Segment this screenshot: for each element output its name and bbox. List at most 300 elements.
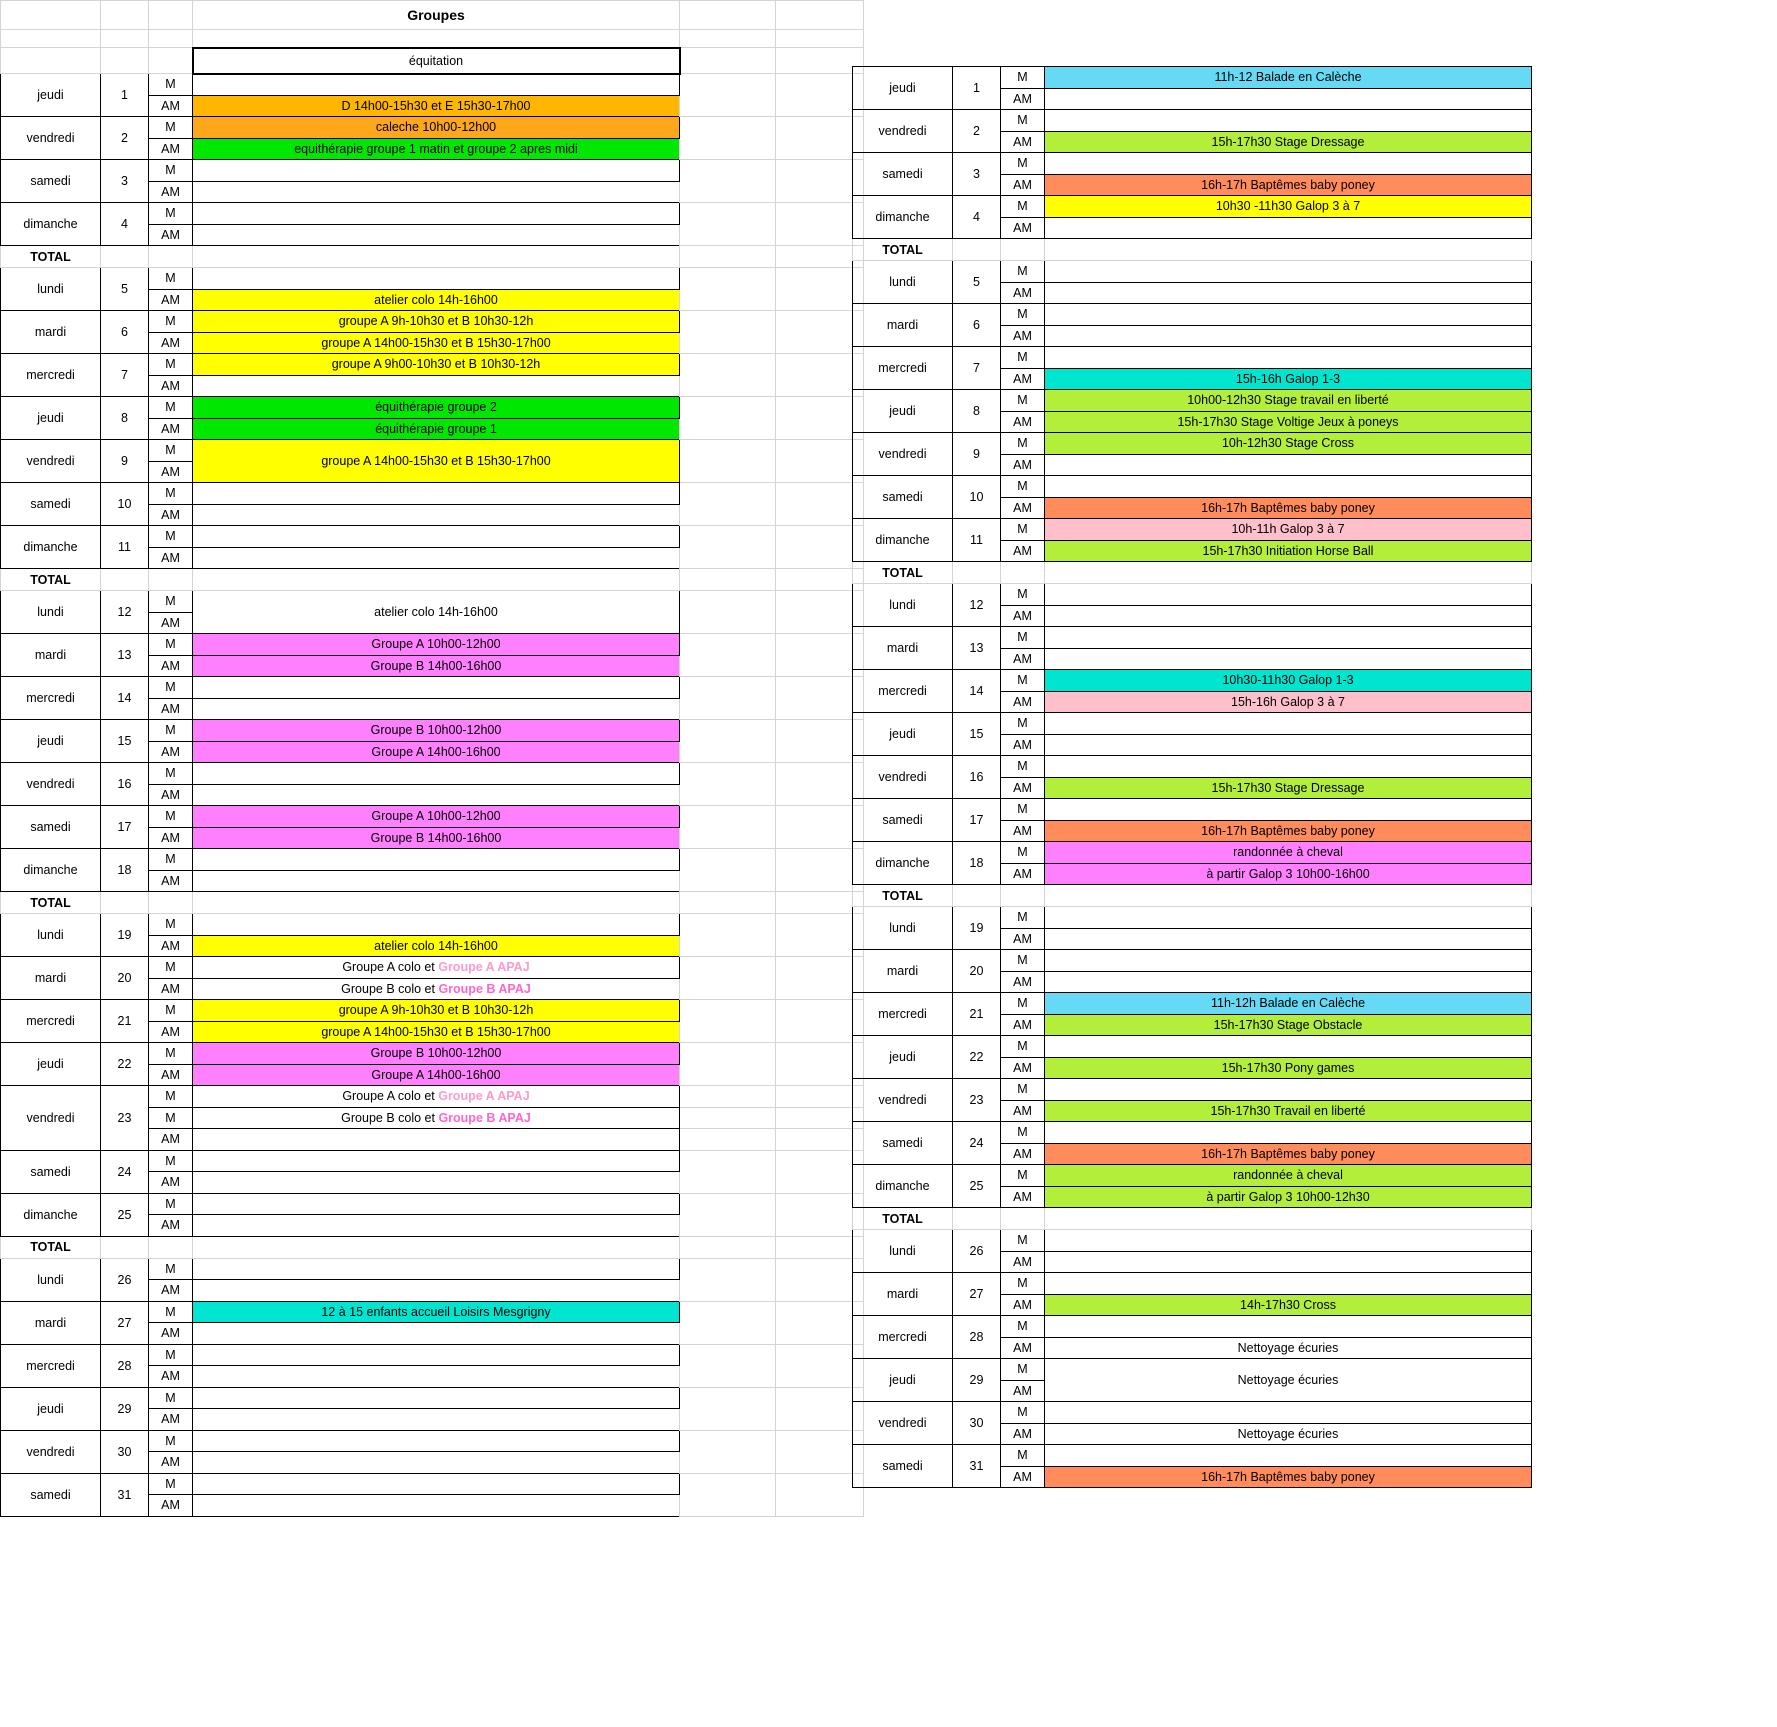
period-label-m: M xyxy=(1001,347,1045,369)
activity-cell-am[interactable]: équithérapie groupe 1 xyxy=(193,418,680,440)
activity-cell-am[interactable] xyxy=(193,504,680,526)
activity-cell-am[interactable]: à partir Galop 3 10h00-16h00 xyxy=(1045,863,1532,885)
activity-cell-am[interactable]: 15h-16h Galop 3 à 7 xyxy=(1045,691,1532,713)
day-subrow-m xyxy=(1,806,864,828)
pad-cell xyxy=(776,311,864,354)
day-subrow-m xyxy=(853,907,1532,929)
day-name-cell: vendredi xyxy=(1,1430,101,1473)
period-label-m: M xyxy=(149,1150,193,1172)
pad-cell xyxy=(776,914,864,957)
activity-cell-am[interactable] xyxy=(193,547,680,569)
day-name-cell: dimanche xyxy=(1,1193,101,1236)
day-subrow-m xyxy=(1,720,864,742)
activity-cell-am[interactable]: atelier colo 14h-16h00 xyxy=(193,289,680,311)
activity-cell-m[interactable] xyxy=(1045,799,1532,821)
day-name-cell: vendredi xyxy=(853,1079,953,1122)
activity-cell[interactable] xyxy=(193,1129,680,1151)
pad-cell xyxy=(776,1236,864,1258)
day-name-cell: jeudi xyxy=(1,720,101,763)
day-subrow-m xyxy=(1,203,864,225)
activity-cell-am[interactable]: 15h-17h30 Travail en liberté xyxy=(1045,1100,1532,1122)
pad-cell xyxy=(680,203,776,246)
total-empty xyxy=(1001,1208,1045,1230)
period-label-am: AM xyxy=(1001,1186,1045,1208)
day-name-cell: mercredi xyxy=(1,1344,101,1387)
activity-cell-m[interactable] xyxy=(1045,347,1532,369)
period-label-m: M xyxy=(1001,1445,1045,1467)
period-label-m: M xyxy=(1001,627,1045,649)
activity-cell-am[interactable]: 15h-17h30 Stage Voltige Jeux à poneys xyxy=(1045,411,1532,433)
activity-cell-m[interactable] xyxy=(193,677,680,699)
pad-cell xyxy=(680,268,776,311)
activity-cell-am[interactable] xyxy=(193,181,680,203)
period-label-m: M xyxy=(1001,1079,1045,1101)
period-label-m: M xyxy=(1001,67,1045,89)
day-subrow-m xyxy=(853,433,1532,455)
activity-cell-am[interactable] xyxy=(1045,648,1532,670)
pad-cell xyxy=(680,1043,776,1086)
activity-cell[interactable]: atelier colo 14h-16h00 xyxy=(193,591,680,634)
activity-cell-am[interactable]: D 14h00-15h30 et E 15h30-17h00 xyxy=(193,95,680,117)
day-number-cell: 9 xyxy=(953,433,1001,476)
day-subrow-m xyxy=(1,74,864,96)
activity-cell-m[interactable]: 12 à 15 enfants accueil Loisirs Mesgrigny xyxy=(193,1301,680,1323)
period-label-am: AM xyxy=(149,461,193,483)
period-label-m: M xyxy=(1001,713,1045,735)
period-label-m: M xyxy=(1001,390,1045,412)
pad-cell xyxy=(776,634,864,677)
activity-cell-m[interactable] xyxy=(1045,950,1532,972)
activity-cell-am[interactable] xyxy=(193,1452,680,1474)
activity-cell-m[interactable] xyxy=(1045,476,1532,498)
day-subrow-m xyxy=(853,713,1532,735)
day-name-cell: mardi xyxy=(853,950,953,993)
empty-cell xyxy=(1,48,101,74)
activity-cell-m[interactable] xyxy=(1045,756,1532,778)
day-number-cell: 1 xyxy=(953,67,1001,110)
activity-cell-m[interactable] xyxy=(193,1193,680,1215)
pad-cell xyxy=(680,1107,776,1129)
activity-cell[interactable]: Nettoyage écuries xyxy=(1045,1359,1532,1402)
period-label-m: M xyxy=(149,1301,193,1323)
activity-cell-m[interactable]: randonnée à cheval xyxy=(1045,842,1532,864)
period-label-m: M xyxy=(149,1000,193,1022)
activity-cell-m[interactable] xyxy=(193,1258,680,1280)
activity-cell-m[interactable] xyxy=(193,74,680,96)
activity-cell-m[interactable] xyxy=(1045,1122,1532,1144)
day-number-cell: 11 xyxy=(101,526,149,569)
period-label-am: AM xyxy=(149,547,193,569)
activity-cell-m[interactable]: groupe A 9h-10h30 et B 10h30-12h xyxy=(193,311,680,333)
period-label-am: AM xyxy=(149,784,193,806)
activity-cell-am[interactable]: Nettoyage écuries xyxy=(1045,1337,1532,1359)
total-row xyxy=(853,885,1532,907)
activity-cell-am[interactable] xyxy=(193,870,680,892)
period-label-m: M xyxy=(1001,907,1045,929)
activity-cell-am[interactable] xyxy=(193,375,680,397)
text-run: Groupe B colo et xyxy=(341,1110,439,1125)
pad-cell xyxy=(680,440,776,483)
activity-cell-m[interactable] xyxy=(1045,907,1532,929)
empty-cell xyxy=(776,30,864,48)
day-number-cell: 30 xyxy=(953,1402,1001,1445)
activity-cell-am[interactable] xyxy=(193,1323,680,1345)
period-label-m: M xyxy=(1001,842,1045,864)
activity-cell-am[interactable]: Groupe B 14h00-16h00 xyxy=(193,655,680,677)
day-number-cell: 14 xyxy=(101,677,149,720)
activity-cell-m[interactable] xyxy=(193,1430,680,1452)
activity-cell-m[interactable] xyxy=(1045,584,1532,606)
day-name-cell: dimanche xyxy=(853,1165,953,1208)
period-label-am: AM xyxy=(1001,1057,1045,1079)
period-label-am: AM xyxy=(1001,174,1045,196)
activity-cell-m[interactable] xyxy=(1045,1445,1532,1467)
activity-cell-m[interactable] xyxy=(193,957,680,979)
total-main xyxy=(1045,239,1532,261)
period-label-m: M xyxy=(149,397,193,419)
activity-cell-m[interactable] xyxy=(1045,1230,1532,1252)
activity-cell-am[interactable] xyxy=(1045,605,1532,627)
activity-cell-am[interactable]: groupe A 14h00-15h30 et B 15h30-17h00 xyxy=(193,332,680,354)
period-label-m: M xyxy=(149,440,193,462)
day-name-cell: jeudi xyxy=(853,1036,953,1079)
day-subrow-m xyxy=(1,1344,864,1366)
day-number-cell: 25 xyxy=(101,1193,149,1236)
day-number-cell: 31 xyxy=(101,1473,149,1516)
day-name-cell: jeudi xyxy=(853,1359,953,1402)
activity-cell-m[interactable]: 10h30-11h30 Galop 1-3 xyxy=(1045,670,1532,692)
activity-cell-m[interactable] xyxy=(193,160,680,182)
activity-cell[interactable] xyxy=(193,1086,680,1108)
total-value[interactable] xyxy=(953,562,1001,584)
total-label: TOTAL xyxy=(1,246,101,268)
day-name-cell: mercredi xyxy=(1,677,101,720)
activity-cell-m[interactable] xyxy=(193,268,680,290)
period-label-m: M xyxy=(149,1387,193,1409)
activity-cell-am[interactable] xyxy=(193,978,680,1000)
activity-cell-am[interactable]: Nettoyage écuries xyxy=(1045,1423,1532,1445)
activity-cell-m[interactable] xyxy=(1045,627,1532,649)
activity-cell-m[interactable]: 10h-11h Galop 3 à 7 xyxy=(1045,519,1532,541)
activity-cell-m[interactable] xyxy=(1045,1316,1532,1338)
activity-cell-m[interactable] xyxy=(193,763,680,785)
activity-cell-m[interactable]: 10h00-12h30 Stage travail en liberté xyxy=(1045,390,1532,412)
activity-cell-m[interactable] xyxy=(193,483,680,505)
activity-cell-am[interactable]: 14h-17h30 Cross xyxy=(1045,1294,1532,1316)
activity-cell-am[interactable] xyxy=(193,1280,680,1302)
activity-cell-am[interactable] xyxy=(193,1409,680,1431)
total-main xyxy=(193,892,680,914)
activity-cell-m[interactable] xyxy=(193,914,680,936)
activity-cell-m[interactable] xyxy=(193,1473,680,1495)
period-label-am: AM xyxy=(149,827,193,849)
pad-cell xyxy=(776,763,864,806)
day-number-cell: 2 xyxy=(101,117,149,160)
pad-cell xyxy=(680,720,776,763)
day-subrow-m xyxy=(1,849,864,871)
period-label-m: M xyxy=(149,720,193,742)
pad-cell xyxy=(776,720,864,763)
period-label-am: AM xyxy=(149,698,193,720)
day-subrow xyxy=(1,1086,864,1108)
total-value[interactable] xyxy=(101,246,149,268)
pad-cell xyxy=(680,957,776,1000)
activity-cell-m[interactable] xyxy=(193,1344,680,1366)
pad-cell xyxy=(776,117,864,160)
day-number-cell: 3 xyxy=(101,160,149,203)
total-label: TOTAL xyxy=(853,239,953,261)
day-name-cell: mercredi xyxy=(853,1316,953,1359)
day-subrow-m xyxy=(853,1230,1532,1252)
activity-cell-am[interactable]: 16h-17h Baptêmes baby poney xyxy=(1045,820,1532,842)
activity-cell-m[interactable]: groupe A 9h-10h30 et B 10h30-12h xyxy=(193,1000,680,1022)
activity-cell-am[interactable]: groupe A 14h00-15h30 et B 15h30-17h00 xyxy=(193,1021,680,1043)
total-label: TOTAL xyxy=(1,892,101,914)
total-value[interactable] xyxy=(953,1208,1001,1230)
day-name-cell: jeudi xyxy=(1,74,101,117)
period-label-am: AM xyxy=(1001,454,1045,476)
activity-cell-am[interactable] xyxy=(1045,971,1532,993)
pad-cell xyxy=(776,806,864,849)
period-label-am: AM xyxy=(1001,131,1045,153)
period-label-m: M xyxy=(1001,1036,1045,1058)
activity-cell-am[interactable]: à partir Galop 3 10h00-12h30 xyxy=(1045,1186,1532,1208)
period-label-m: M xyxy=(1001,756,1045,778)
period-label-am: AM xyxy=(1001,540,1045,562)
activity-cell-m[interactable]: 10h-12h30 Stage Cross xyxy=(1045,433,1532,455)
day-number-cell: 10 xyxy=(953,476,1001,519)
period-label-am: AM xyxy=(149,418,193,440)
day-name-cell: mercredi xyxy=(1,1000,101,1043)
activity-cell-m[interactable]: randonnée à cheval xyxy=(1045,1165,1532,1187)
day-name-cell: vendredi xyxy=(1,1086,101,1151)
total-value[interactable] xyxy=(953,239,1001,261)
activity-cell-am[interactable] xyxy=(1045,282,1532,304)
day-name-cell: mardi xyxy=(853,627,953,670)
pad-cell xyxy=(680,354,776,397)
day-number-cell: 20 xyxy=(953,950,1001,993)
day-number-cell: 26 xyxy=(953,1230,1001,1273)
activity-cell-am[interactable] xyxy=(193,1172,680,1194)
activity-cell-am[interactable]: 16h-17h Baptêmes baby poney xyxy=(1045,1466,1532,1488)
activity-cell-m[interactable] xyxy=(1045,1402,1532,1424)
day-subrow-m xyxy=(1,1258,864,1280)
period-label-m: M xyxy=(1001,1273,1045,1295)
pad-cell xyxy=(680,74,776,117)
day-number-cell: 5 xyxy=(101,268,149,311)
period-label-am: AM xyxy=(149,935,193,957)
day-name-cell: mardi xyxy=(1,634,101,677)
day-subrow-m xyxy=(853,390,1532,412)
activity-cell-m[interactable]: Groupe B 10h00-12h00 xyxy=(193,720,680,742)
activity-cell-am[interactable]: Groupe B 14h00-16h00 xyxy=(193,827,680,849)
day-subrow-m xyxy=(853,110,1532,132)
day-number-cell: 29 xyxy=(101,1387,149,1430)
activity-cell-am[interactable] xyxy=(1045,928,1532,950)
day-number-cell: 21 xyxy=(101,1000,149,1043)
day-number-cell: 17 xyxy=(953,799,1001,842)
activity-cell-am[interactable]: Groupe A 14h00-16h00 xyxy=(193,1064,680,1086)
activity-cell-am[interactable] xyxy=(193,224,680,246)
text-run: Groupe B APAJ xyxy=(438,1110,531,1125)
activity-cell-am[interactable]: 16h-17h Baptêmes baby poney xyxy=(1045,497,1532,519)
activity-cell-m[interactable]: Groupe A 10h00-12h00 xyxy=(193,806,680,828)
activity-cell-m[interactable]: caleche 10h00-12h00 xyxy=(193,117,680,139)
total-label: TOTAL xyxy=(1,569,101,591)
activity-cell-am[interactable] xyxy=(193,1215,680,1237)
activity-cell-m[interactable] xyxy=(1045,1273,1532,1295)
activity-cell-am[interactable]: 16h-17h Baptêmes baby poney xyxy=(1045,1143,1532,1165)
day-name-cell: vendredi xyxy=(853,110,953,153)
total-row xyxy=(1,246,864,268)
activity-cell[interactable] xyxy=(193,1107,680,1129)
activity-cell-am[interactable]: 15h-17h30 Stage Obstacle xyxy=(1045,1014,1532,1036)
day-number-cell: 6 xyxy=(101,311,149,354)
total-value[interactable] xyxy=(101,892,149,914)
day-subrow-m xyxy=(853,1273,1532,1295)
total-value[interactable] xyxy=(101,1236,149,1258)
day-subrow-m xyxy=(853,799,1532,821)
day-subrow-m xyxy=(853,1165,1532,1187)
period-label-am: AM xyxy=(1001,1143,1045,1165)
total-value[interactable] xyxy=(953,885,1001,907)
activity-cell-m[interactable] xyxy=(1045,1036,1532,1058)
day-number-cell: 10 xyxy=(101,483,149,526)
day-number-cell: 16 xyxy=(101,763,149,806)
activity-cell-am[interactable]: 16h-17h Baptêmes baby poney xyxy=(1045,174,1532,196)
period-label-m: M xyxy=(1001,1230,1045,1252)
pad-cell xyxy=(680,1000,776,1043)
day-subrow-m xyxy=(853,261,1532,283)
activity-cell-m[interactable] xyxy=(193,1150,680,1172)
day-name-cell: jeudi xyxy=(1,1043,101,1086)
day-name-cell: vendredi xyxy=(1,117,101,160)
activity-cell-m[interactable] xyxy=(193,203,680,225)
total-label: TOTAL xyxy=(853,885,953,907)
activity-cell-m[interactable] xyxy=(1045,261,1532,283)
activity-cell-am[interactable]: 15h-16h Galop 1-3 xyxy=(1045,368,1532,390)
activity-cell-am[interactable]: 15h-17h30 Initiation Horse Ball xyxy=(1045,540,1532,562)
activity-cell-m[interactable] xyxy=(1045,1079,1532,1101)
pad-cell xyxy=(776,1387,864,1430)
period-label-am: AM xyxy=(1001,1294,1045,1316)
activity-cell-am[interactable]: 15h-17h30 Stage Dressage xyxy=(1045,131,1532,153)
period-label-am: AM xyxy=(149,1495,193,1517)
empty-cell xyxy=(680,30,776,48)
period-label-am: AM xyxy=(1001,1380,1045,1402)
right-planning-table xyxy=(852,66,1532,1488)
pad-cell xyxy=(776,74,864,117)
day-name-cell: vendredi xyxy=(1,763,101,806)
day-number-cell: 30 xyxy=(101,1430,149,1473)
activity-cell-m[interactable]: groupe A 9h00-10h30 et B 10h30-12h xyxy=(193,354,680,376)
activity-cell-am[interactable] xyxy=(193,784,680,806)
activity-cell-am[interactable] xyxy=(193,1495,680,1517)
period-label-am: AM xyxy=(1001,88,1045,110)
day-subrow-m xyxy=(853,347,1532,369)
activity-cell-m[interactable] xyxy=(1045,304,1532,326)
activity-cell-m[interactable]: Groupe B 10h00-12h00 xyxy=(193,1043,680,1065)
activity-cell-m[interactable] xyxy=(193,849,680,871)
activity-cell-m[interactable] xyxy=(1045,713,1532,735)
pad-cell xyxy=(680,763,776,806)
day-number-cell: 27 xyxy=(101,1301,149,1344)
day-number-cell: 13 xyxy=(101,634,149,677)
activity-cell-am[interactable]: 15h-17h30 Stage Dressage xyxy=(1045,777,1532,799)
day-subrow-m xyxy=(1,1150,864,1172)
day-subrow-m xyxy=(1,1000,864,1022)
day-number-cell: 7 xyxy=(953,347,1001,390)
period-label-m: M xyxy=(149,354,193,376)
activity-cell-am[interactable] xyxy=(1045,454,1532,476)
day-number-cell: 16 xyxy=(953,756,1001,799)
activity-cell-m[interactable]: 11h-12h Balade en Calèche xyxy=(1045,993,1532,1015)
total-main xyxy=(1045,562,1532,584)
groupes-title: Groupes xyxy=(193,1,680,30)
period-label-m: M xyxy=(149,311,193,333)
activity-cell-am[interactable] xyxy=(1045,217,1532,239)
activity-cell-m[interactable]: 10h30 -11h30 Galop 3 à 7 xyxy=(1045,196,1532,218)
day-number-cell: 25 xyxy=(953,1165,1001,1208)
period-label-m: M xyxy=(1001,1122,1045,1144)
activity-cell-am[interactable] xyxy=(193,1366,680,1388)
activity-cell-am[interactable] xyxy=(1045,1251,1532,1273)
period-label-m: M xyxy=(149,74,193,96)
activity-cell-am[interactable]: equithérapie groupe 1 matin et groupe 2 apres midi xyxy=(193,138,680,160)
pad-cell xyxy=(776,1086,864,1108)
activity-cell-m[interactable]: Groupe A 10h00-12h00 xyxy=(193,634,680,656)
period-label-am: AM xyxy=(1001,1337,1045,1359)
activity-cell-m[interactable]: équithérapie groupe 2 xyxy=(193,397,680,419)
period-label-m: M xyxy=(149,763,193,785)
period-label-m: M xyxy=(149,1258,193,1280)
activity-cell-m[interactable]: 11h-12 Balade en Calèche xyxy=(1045,67,1532,89)
day-number-cell: 21 xyxy=(953,993,1001,1036)
period-label-m: M xyxy=(149,591,193,613)
activity-cell-am[interactable] xyxy=(193,698,680,720)
activity-cell-m[interactable] xyxy=(1045,110,1532,132)
total-empty xyxy=(149,246,193,268)
activity-cell-am[interactable] xyxy=(1045,734,1532,756)
day-number-cell: 3 xyxy=(953,153,1001,196)
day-name-cell: jeudi xyxy=(1,397,101,440)
activity-cell-m[interactable] xyxy=(1045,153,1532,175)
period-label-am: AM xyxy=(1001,928,1045,950)
activity-cell-m[interactable] xyxy=(193,1387,680,1409)
period-label-am: AM xyxy=(1001,971,1045,993)
day-number-cell: 18 xyxy=(953,842,1001,885)
activity-cell-am[interactable] xyxy=(1045,88,1532,110)
day-number-cell: 9 xyxy=(101,440,149,483)
day-name-cell: samedi xyxy=(853,799,953,842)
activity-cell-am[interactable] xyxy=(1045,325,1532,347)
total-value[interactable] xyxy=(101,569,149,591)
day-name-cell: samedi xyxy=(853,476,953,519)
pad-cell xyxy=(680,849,776,892)
activity-cell-am[interactable]: 15h-17h30 Pony games xyxy=(1045,1057,1532,1079)
activity-cell-m[interactable] xyxy=(193,526,680,548)
activity-cell[interactable]: groupe A 14h00-15h30 et B 15h30-17h00 xyxy=(193,440,680,483)
day-name-cell: lundi xyxy=(1,268,101,311)
day-subrow-m xyxy=(853,756,1532,778)
activity-cell-am[interactable]: atelier colo 14h-16h00 xyxy=(193,935,680,957)
activity-cell-am[interactable]: Groupe A 14h00-16h00 xyxy=(193,741,680,763)
pad-cell xyxy=(680,246,776,268)
pad-cell xyxy=(776,591,864,634)
day-name-cell: mardi xyxy=(1,1301,101,1344)
pad-cell xyxy=(776,526,864,569)
total-main xyxy=(1045,1208,1532,1230)
